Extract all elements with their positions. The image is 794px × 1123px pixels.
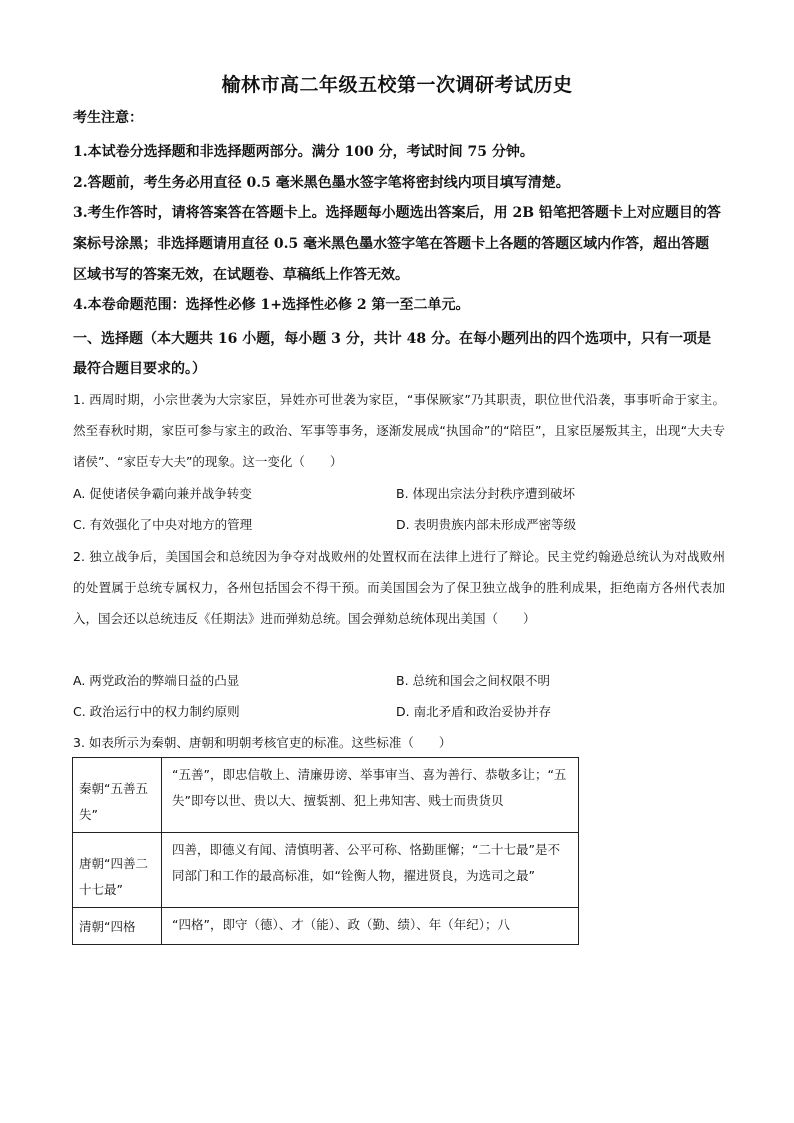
table-cell-content: 四善，即德义有闻、清慎明著、公平可称、恪勤匪懈；“二十七最”是不同部门和工作的最高标准，如“铨衡人物，擢进贤良，为选司之最” [162,833,579,908]
table-row [73,833,579,908]
table-cell-dynasty: 秦朝“五善五失” [73,758,162,833]
section-heading: 一、选择题（本大题共 16 小题，每小题 3 分，共计 48 分。在每小题列出的四个选项中，只有一项是最符合题目要求的。） [73,331,711,377]
notice-item-2: 2.答题前，考生务必用直径 0.5 毫米黑色墨水签字笔将密封线内项目填写清楚。 [73,175,570,191]
question-3-stem: 3. 如表所示为秦朝、唐朝和明朝考核官吏的标准。这些标准（ ） [73,735,452,750]
notice-heading: 考生注意： [73,110,143,126]
question-1-option-d[interactable]: D. 表明贵族内部未形成严密等级 [396,517,577,532]
notice-item-4: 4.本卷命题范围：选择性必修 1+选择性必修 2 第一至二单元。 [73,297,470,313]
table-cell-content: “四格”，即守（德）、才（能）、政（勤、绩）、年（年纪）；八 [162,908,579,945]
question-2-option-b[interactable]: B. 总统和国会之间权限不明 [396,673,551,688]
notice-item-1: 1.本试卷分选择题和非选择题两部分。满分 100 分，考试时间 75 分钟。 [73,144,534,160]
question-2-stem: 2. 独立战争后，美国国会和总统因为争夺对战败州的处置权而在法律上进行了辩论。民主党约翰逊总统认为对战败州的处置属于总统专属权力，各州包括国会不得干预。而美国国会为了保卫独立战争的胜利成果，拒绝南方各州代表加入，国会还以总统违反《任期法》进而弹劾总统。国会弹劾总统体现出美国（ ） [73,549,725,626]
question-1-option-b[interactable]: B. 体现出宗法分封秩序遭到破坏 [396,486,576,501]
table-row [73,908,579,945]
table-row [73,758,579,833]
table-cell-dynasty: 清朝“四格 [73,908,162,945]
question-1-option-c[interactable]: C. 有效强化了中央对地方的管理 [73,517,253,532]
question-1-stem: 1. 西周时期，小宗世袭为大宗家臣，异姓亦可世袭为家臣，“事保厥家”乃其职责，职位世代沿袭，事事听命于家主。然至春秋时期，家臣可参与家主的政治、军事等事务，逐渐发展成“执国命”的“陪臣”，且家臣屡叛其主，出现“大夫专诸侯”、“家臣专大夫”的现象。这一变化（ ） [73,392,725,469]
standards-table [72,757,579,945]
question-2-option-c[interactable]: C. 政治运行中的权力制约原则 [73,704,240,719]
table-cell-dynasty: 唐朝“四善二十七最” [73,833,162,908]
table-cell-content: “五善”，即忠信敬上、清廉毋谤、举事审当、喜为善行、恭敬多让；“五失”即夸以世、贵以大、擅裚割、犯上弗知害、贱士而贵货贝 [162,758,579,833]
question-1-option-a[interactable]: A. 促使诸侯争霸向兼并战争转变 [73,486,252,501]
page-title: 榆林市高二年级五校第一次调研考试历史 [221,74,573,96]
notice-item-3: 3.考生作答时，请将答案答在答题卡上。选择题每小题选出答案后，用 2B 铅笔把答题卡上对应题目的答案标号涂黑；非选择题请用直径 0.5 毫米黑色墨水签字笔在答题卡上各题的答题区域内作答，超出答题区域书写的答案无效，在试题卷、草稿纸上作答无效。 [73,205,721,283]
question-2-option-d[interactable]: D. 南北矛盾和政治妥协并存 [396,704,552,719]
question-2-option-a[interactable]: A. 两党政治的弊端日益的凸显 [73,673,240,688]
